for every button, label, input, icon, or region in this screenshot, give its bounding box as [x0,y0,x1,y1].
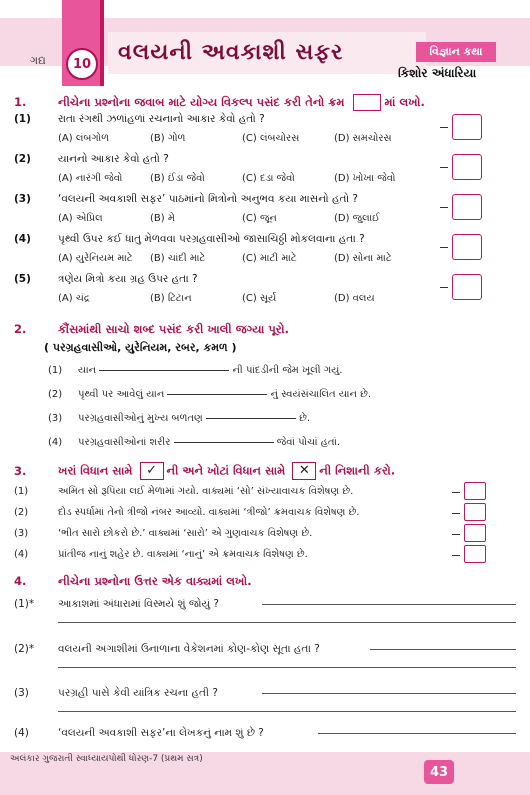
answer-box[interactable] [452,234,482,260]
answer-box[interactable] [452,154,482,180]
short-answer-question: (3) પરગ્રહી પાસે કેવી યાંત્રિક રચના હતી ? [14,687,218,699]
answer-dash [440,247,448,248]
word-bank: ( પરગ્રહવાસીઓ, યુરેનિયમ, રબર, કમળ ) [44,341,237,354]
header-stripe-edge [100,0,104,86]
true-false-item: (3) ‘ભીત સારો છોકરો છે.’ વાક્યમાં ‘સારો’ એ ગુણવાચક વિશેષણ છે. [14,528,313,539]
unit-number-badge: 10 [66,48,98,80]
answer-line[interactable] [262,693,516,694]
tick-answer-box[interactable] [464,524,486,542]
answer-line[interactable] [262,604,516,605]
mcq-options: (A) નારંગી જેવો (B) ઈંડા જેવો (C) દડા જેવો (D) ખોખા જેવો [58,173,396,184]
cross-icon: ✕ [292,462,316,480]
tick-answer-box[interactable] [464,482,486,500]
fill-blank-item: (1) યાન ની પાંદડીની જેમ ખૂલી ગયું. [48,365,343,376]
true-false-item: (4) પ્રાંતીજ નાનું શહેર છે. વાક્યમાં ‘નાનું’ એ ક્રમવાચક વિશેષણ છે. [14,549,308,560]
answer-line[interactable] [58,622,516,623]
short-answer-question: (4) ‘વલયની અવકાશી સફર’ના લેખકનું નામ શું છે ? [14,727,264,739]
mcq-question: (1) રાતા રંગથી ઝળાંહળાં રચનાનો આકાર કેવો હતો ? [14,113,265,125]
fill-blank-item: (4) પરગ્રહવાસીઓનાં શરીર જેવાં પોચાં હતાં. [48,437,341,448]
section-2-heading: 2. કૌંસમાંથી સાચો શબ્દ પસંદ કરી ખાલી જગ્યા પૂરો. [14,322,289,336]
mcq-options: (A) એપ્રિલ (B) મે (C) જૂન (D) જુલાઈ [58,213,380,224]
tick-answer-box[interactable] [464,503,486,521]
answer-box-sample [353,94,381,111]
mcq-question: (2) યાનનો આકાર કેવો હતો ? [14,153,169,165]
answer-line[interactable] [58,711,516,712]
answer-box[interactable] [452,114,482,140]
short-answer-question: (1)* આકાશમાં અંધારામાં વિસ્મયે શું જોયું ? [14,598,219,610]
answer-dash [440,287,448,288]
author-name: કિશોર અંધારિયા [398,66,477,80]
section-4-heading: 4. નીચેના પ્રશ્નોના ઉત્તર એક વાક્યમાં લખો. [14,574,252,588]
mcq-question: (4) પૃથ્વી ઉપર કઈ ધાતુ મેળવવા પરગ્રહવાસીઓ જાસાચિઠ્ઠી મોકલવાના હતા ? [14,233,365,245]
answer-dash [440,127,448,128]
true-false-item: (2) દોડ સ્પર્ધામાં તેનો ત્રીજો નંબર આવ્યો. વાક્યમાં ‘ત્રીજો’ ક્રમવાચક વિશેષણ છે. [14,507,360,518]
blank-line[interactable] [174,441,274,443]
answer-line[interactable] [318,733,516,734]
fill-blank-item: (2) પૃથ્વી પર આવેલું યાન નું સ્વયંસંચાલિત યાન છે. [48,389,372,400]
genre-badge: વિજ્ઞાન કથા [416,42,496,62]
answer-dash [452,534,460,535]
category-label: ગદ્ય [30,54,46,67]
section-3-heading: 3. ખરાં વિધાન સામે ✓ ની અને ખોટાં વિધાન સામે ✕ ની નિશાની કરો. [14,463,396,478]
answer-line[interactable] [58,667,516,668]
footer-book-title: અલંકાર ગુજરાતી સ્વાધ્યાયપોથી ધોરણ-7 (પ્રથમ સત્ર) [10,754,203,764]
section-1-heading: 1. નીચેના પ્રશ્નોના જવાબ માટે યોગ્ય વિકલ્પ પસંદ કરી તેનો ક્રમ માં લખો. [14,95,425,109]
true-false-item: (1) અમિત સો રૂપિયા લઈ મેળામાં ગયો. વાક્યમાં ‘સો’ સંખ્યાવાચક વિશેષણ છે. [14,486,354,497]
answer-dash [440,207,448,208]
fill-blank-item: (3) પરગ્રહવાસીઓનું મુખ્ય બળતણ છે. [48,413,311,424]
answer-line[interactable] [370,649,516,650]
answer-dash [452,555,460,556]
answer-box[interactable] [452,274,482,300]
answer-dash [452,513,460,514]
mcq-question: (5) ત્રણેય મિત્રો કયા ગ્રહ ઉપર હતા ? [14,273,198,285]
mcq-options: (A) લંબગોળ (B) ગોળ (C) લંબચોરસ (D) સમચોરસ [58,133,392,144]
blank-line[interactable] [206,417,296,419]
page-title: વલયની અવકાશી સફર [118,40,344,65]
page-number: 43 [424,760,454,784]
tick-answer-box[interactable] [464,545,486,563]
answer-dash [452,492,460,493]
mcq-options: (A) ચંદ્ર (B) ટિટાન (C) સૂર્ય (D) વલય [58,293,375,304]
answer-box[interactable] [452,194,482,220]
mcq-question: (3) ‘વલયની અવકાશી સફર’ પાઠમાંનો મિત્રોનો અનુભવ કયા માસનો હતો ? [14,193,358,205]
blank-line[interactable] [167,393,267,395]
blank-line[interactable] [99,369,229,371]
mcq-options: (A) યુરેનિયમ માટે (B) ચાંદી માટે (C) માટી માટે (D) સોના માટે [58,253,392,264]
short-answer-question: (2)* વલયની અગાશીમાં ઉનાળાના વેકેશનમાં કોણ-કોણ સૂતા હતા ? [14,643,320,655]
answer-dash [440,167,448,168]
page-header [0,0,530,86]
tick-icon: ✓ [140,462,164,480]
